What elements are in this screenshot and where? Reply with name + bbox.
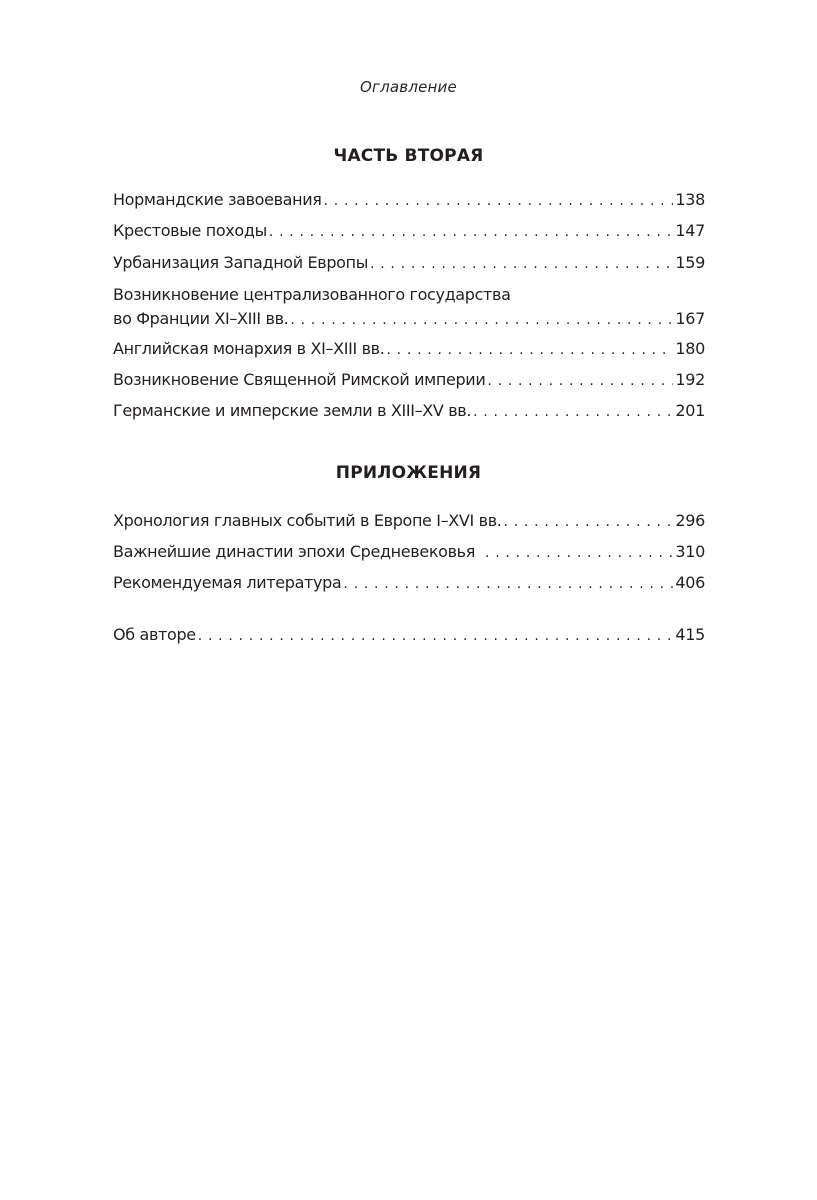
- section-title-appendices: ПРИЛОЖЕНИЯ: [335, 463, 482, 483]
- dot-leader: [370, 254, 673, 274]
- dot-leader: [198, 626, 674, 646]
- toc-entry[interactable]: [113, 542, 705, 563]
- toc-entry-page: 167: [675, 309, 705, 328]
- dot-leader: [485, 543, 673, 563]
- dot-leader: [290, 310, 673, 330]
- dot-leader: [473, 402, 673, 422]
- toc-entry-page: 192: [675, 370, 705, 389]
- toc-entry-title: Рекомендуемая литература: [113, 573, 342, 592]
- dot-leader: [504, 512, 674, 532]
- toc-entry-title: Урбанизация Западной Европы: [113, 253, 369, 272]
- toc-entry-about-author[interactable]: [113, 625, 705, 646]
- toc-entry-page: 138: [675, 190, 705, 209]
- toc-entry-page: 159: [675, 253, 705, 272]
- toc-entry-multiline[interactable]: [113, 285, 705, 330]
- toc-entry-title: Хронология главных событий в Европе I–XVI вв.: [113, 511, 502, 530]
- toc-entry[interactable]: [113, 511, 705, 532]
- toc-entry-page: 310: [675, 542, 705, 561]
- toc-entry[interactable]: [113, 253, 705, 274]
- toc-entry[interactable]: [113, 573, 705, 594]
- toc-entry[interactable]: [113, 401, 705, 422]
- toc-entry-title-line1: Возникновение централизованного государства: [113, 285, 511, 304]
- toc-entry-title: Возникновение Священной Римской империи: [113, 370, 486, 389]
- toc-entry-title: Крестовые походы: [113, 221, 267, 240]
- toc-entry-title: Английская монархия в XI–XIII вв.: [113, 339, 385, 358]
- toc-entry[interactable]: [113, 190, 705, 211]
- toc-entry-page: 406: [675, 573, 705, 592]
- toc-entry-page: 201: [675, 401, 705, 420]
- toc-entry-page: 415: [675, 625, 705, 644]
- dot-leader: [487, 371, 673, 391]
- toc-entry[interactable]: [113, 339, 705, 360]
- toc-entry-title: Германские и имперские земли в XIII–XV вв.: [113, 401, 472, 420]
- toc-entry-title: Нормандские завоевания: [113, 190, 322, 209]
- dot-leader: [343, 574, 673, 594]
- dot-leader: [386, 340, 673, 360]
- dot-leader: [324, 191, 674, 211]
- toc-entry[interactable]: [113, 370, 705, 391]
- toc-entry-page: 147: [675, 221, 705, 240]
- toc-entry-title: Об авторе: [113, 625, 196, 644]
- toc-entry-title: во Франции XI–XIII вв.: [113, 309, 289, 328]
- toc-entry-title: Важнейшие династии эпохи Средневековья: [113, 542, 476, 561]
- toc-entry-page: 180: [675, 339, 705, 358]
- dot-leader: [269, 222, 673, 242]
- running-head: Оглавление: [360, 78, 457, 96]
- toc-entry[interactable]: [113, 221, 705, 242]
- toc-entry-page: 296: [675, 511, 705, 530]
- section-title-part-two: ЧАСТЬ ВТОРАЯ: [333, 146, 484, 166]
